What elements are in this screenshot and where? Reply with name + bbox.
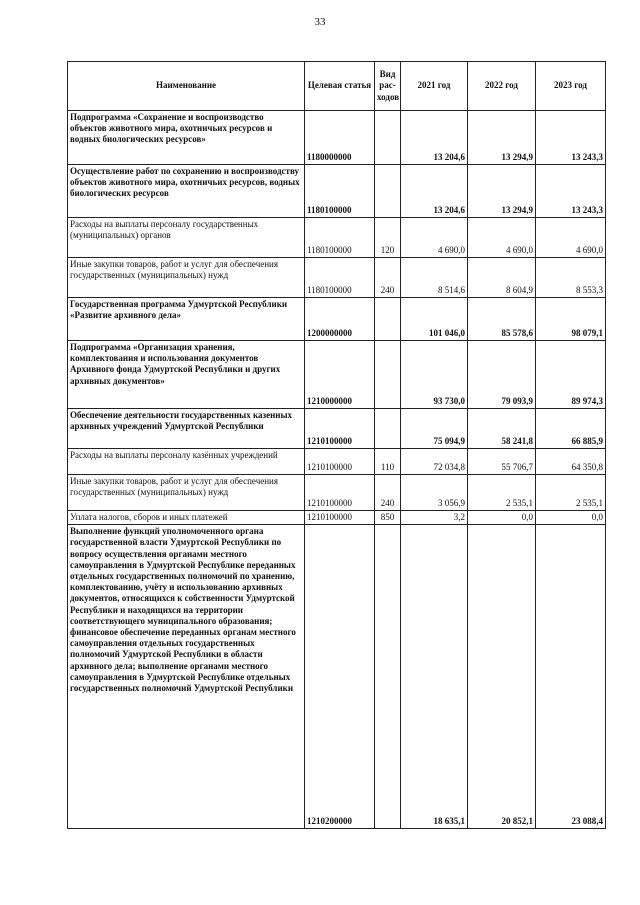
cell-name: Подпрограмма «Организация хранения, комплектования и использования документов Архивного фонда Удмуртской Республики и других архивных документов» bbox=[68, 341, 305, 409]
cell-name: Иные закупки товаров, работ и услуг для обеспечения государственных (муниципальных) нужд bbox=[68, 475, 305, 511]
cell-expense-type bbox=[375, 298, 401, 341]
col-header-2022: 2022 год bbox=[468, 62, 536, 111]
col-header-expense-type: Вид рас-ходов bbox=[375, 62, 401, 111]
cell-expense-type: 120 bbox=[375, 218, 401, 258]
cell-target-code: 1180100000 bbox=[305, 165, 375, 218]
table-row bbox=[68, 165, 606, 218]
cell-expense-type: 240 bbox=[375, 258, 401, 298]
cell-target-code: 1180100000 bbox=[305, 258, 375, 298]
table-row bbox=[68, 341, 606, 409]
cell-2022: 58 241,8 bbox=[468, 409, 536, 449]
cell-target-code: 1210100000 bbox=[305, 409, 375, 449]
table-body bbox=[68, 111, 606, 829]
table-row bbox=[68, 111, 606, 165]
cell-target-code: 1210200000 bbox=[305, 525, 375, 829]
cell-2023: 4 690,0 bbox=[536, 218, 606, 258]
cell-expense-type: 110 bbox=[375, 449, 401, 475]
table-row bbox=[68, 218, 606, 258]
cell-2022: 4 690,0 bbox=[468, 218, 536, 258]
cell-name: Расходы на выплаты персоналу государственных (муниципальных) органов bbox=[68, 218, 305, 258]
col-header-2021: 2021 год bbox=[401, 62, 468, 111]
cell-expense-type bbox=[375, 111, 401, 165]
cell-name: Подпрограмма «Сохранение и воспроизводство объектов животного мира, охотничьих ресурсов и водных биологических ресурсов» bbox=[68, 111, 305, 165]
col-header-name: Наименование bbox=[68, 62, 305, 111]
cell-target-code: 1210100000 bbox=[305, 511, 375, 525]
cell-target-code: 1180100000 bbox=[305, 218, 375, 258]
cell-2022: 85 578,6 bbox=[468, 298, 536, 341]
cell-target-code: 1180000000 bbox=[305, 111, 375, 165]
page-number: 33 bbox=[314, 16, 326, 28]
cell-2022: 13 294,9 bbox=[468, 111, 536, 165]
table-row bbox=[68, 511, 606, 525]
cell-target-code: 1200000000 bbox=[305, 298, 375, 341]
cell-expense-type bbox=[375, 525, 401, 829]
cell-expense-type bbox=[375, 409, 401, 449]
cell-2021: 101 046,0 bbox=[401, 298, 468, 341]
cell-2023: 8 553,3 bbox=[536, 258, 606, 298]
cell-2021: 93 730,0 bbox=[401, 341, 468, 409]
cell-2021: 8 514,6 bbox=[401, 258, 468, 298]
cell-2023: 89 974,3 bbox=[536, 341, 606, 409]
cell-name: Обеспечение деятельности государственных казенных архивных учреждений Удмуртской Республики bbox=[68, 409, 305, 449]
budget-table bbox=[67, 61, 606, 829]
cell-expense-type: 240 bbox=[375, 475, 401, 511]
cell-2022: 2 535,1 bbox=[468, 475, 536, 511]
cell-name: Осуществление работ по сохранению и воспроизводству объектов животного мира, охотничьих ресурсов, водных биологических ресурсов bbox=[68, 165, 305, 218]
cell-2023: 0,0 bbox=[536, 511, 606, 525]
cell-2022: 55 706,7 bbox=[468, 449, 536, 475]
table-row bbox=[68, 298, 606, 341]
cell-2021: 3,2 bbox=[401, 511, 468, 525]
cell-2021: 18 635,1 bbox=[401, 525, 468, 829]
cell-expense-type: 850 bbox=[375, 511, 401, 525]
cell-2022: 8 604,9 bbox=[468, 258, 536, 298]
cell-expense-type bbox=[375, 165, 401, 218]
cell-2021: 3 056,9 bbox=[401, 475, 468, 511]
col-header-target: Целевая статья bbox=[305, 62, 375, 111]
cell-2023: 23 088,4 bbox=[536, 525, 606, 829]
col-header-2023: 2023 год bbox=[536, 62, 606, 111]
cell-2021: 4 690,0 bbox=[401, 218, 468, 258]
cell-2023: 13 243,3 bbox=[536, 165, 606, 218]
cell-2022: 20 852,1 bbox=[468, 525, 536, 829]
cell-2023: 98 079,1 bbox=[536, 298, 606, 341]
table-row bbox=[68, 525, 606, 829]
cell-expense-type bbox=[375, 341, 401, 409]
cell-2022: 0,0 bbox=[468, 511, 536, 525]
table-row bbox=[68, 449, 606, 475]
table-row bbox=[68, 475, 606, 511]
cell-2023: 13 243,3 bbox=[536, 111, 606, 165]
cell-2022: 13 294,9 bbox=[468, 165, 536, 218]
table-row bbox=[68, 409, 606, 449]
cell-target-code: 1210000000 bbox=[305, 341, 375, 409]
cell-2021: 13 204,6 bbox=[401, 111, 468, 165]
cell-2021: 72 034,8 bbox=[401, 449, 468, 475]
cell-name: Уплата налогов, сборов и иных платежей bbox=[68, 511, 305, 525]
cell-target-code: 1210100000 bbox=[305, 475, 375, 511]
cell-2022: 79 093,9 bbox=[468, 341, 536, 409]
cell-2021: 13 204,6 bbox=[401, 165, 468, 218]
cell-2023: 64 350,8 bbox=[536, 449, 606, 475]
cell-name: Государственная программа Удмуртской Республики «Развитие архивного дела» bbox=[68, 298, 305, 341]
cell-2023: 2 535,1 bbox=[536, 475, 606, 511]
cell-2023: 66 885,9 bbox=[536, 409, 606, 449]
table-header-row bbox=[68, 62, 606, 111]
cell-name: Расходы на выплаты персоналу казённых учреждений bbox=[68, 449, 305, 475]
table-row bbox=[68, 258, 606, 298]
cell-2021: 75 094,9 bbox=[401, 409, 468, 449]
cell-target-code: 1210100000 bbox=[305, 449, 375, 475]
cell-name: Иные закупки товаров, работ и услуг для обеспечения государственных (муниципальных) нужд bbox=[68, 258, 305, 298]
cell-name: Выполнение функций уполномоченного органа государственной власти Удмуртской Республики по вопросу осуществления органами местного самоуправления в Удмуртской Республике переданных отдельных государственных полномочий по хранению, комплектованию, учёту и использованию архивных документов, относящихся к собственности Удмуртской Республики и находящихся на территории соответствующего муниципального образования; финансовое обеспечение переданных органам местного самоуправления отдельных государственных полномочий Удмуртской Республики в области архивного дела; выполнение органами местного самоуправления в Удмуртской Республике отдельных государственных полномочий Удмуртской Республики bbox=[68, 525, 305, 829]
